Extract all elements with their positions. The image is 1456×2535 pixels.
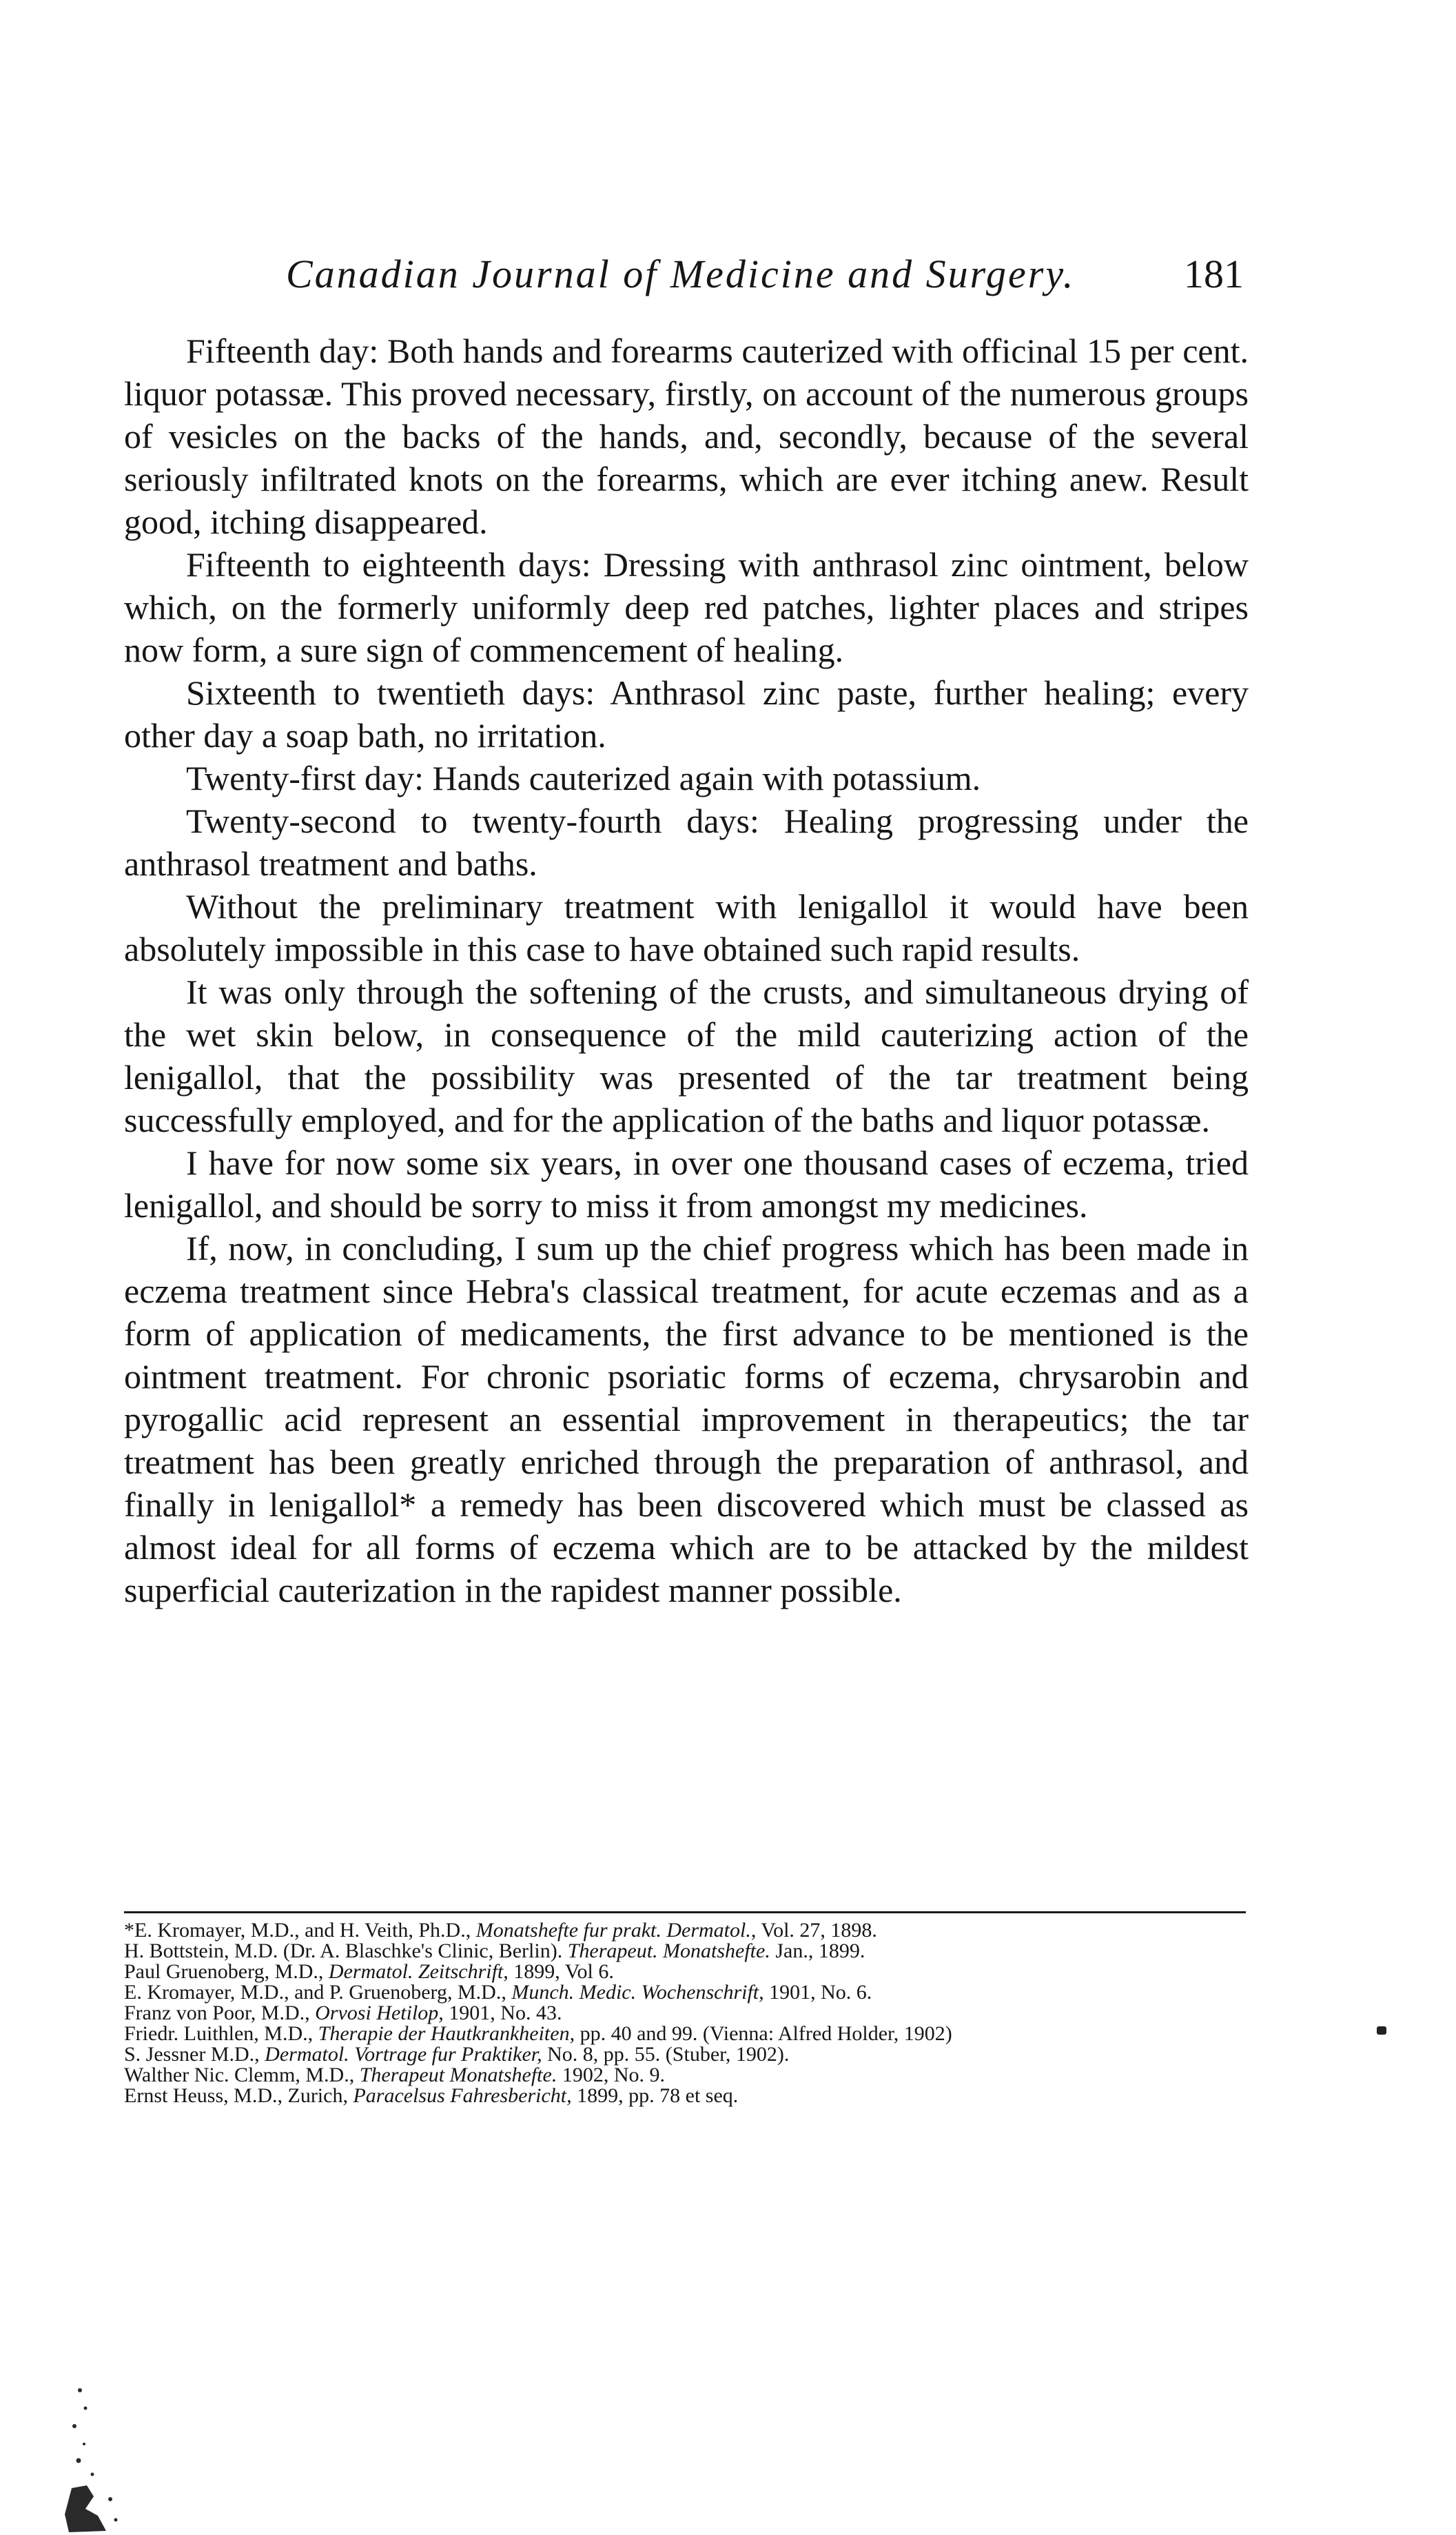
footnote-item [124, 2024, 1255, 2044]
footnote-citation: Dermatol. Vortrage fur Praktiker, [265, 2043, 542, 2066]
footnote-divider [124, 1911, 1246, 1913]
footnote-authors: S. Jessner M.D., [124, 2043, 265, 2066]
footnote-authors: Friedr. Luithlen, M.D., [124, 2022, 318, 2045]
footnote-details: 1899, pp. 78 et seq. [571, 2084, 739, 2107]
print-specks-decoration [44, 2378, 141, 2535]
paragraph: Sixteenth to twentieth days: Anthrasol zinc paste, further healing; every other day a soap bath, no irritation. [124, 673, 1249, 755]
paragraph: Fifteenth day: Both hands and forearms cauterized with officinal 15 per cent. liquor potassæ. This proved necessary, firstly, on account of the numerous groups of vesicles on the backs of the hands, and, secondly, because of the several seriously infiltrated knots on the forearms, which are ever itching anew. Result good, itching disappeared. [124, 332, 1249, 541]
footnotes [124, 1920, 1255, 2106]
footnote-citation: Therapeut. Monatshefte. [567, 1940, 770, 1962]
footnote-item [124, 1982, 1255, 2003]
footnote-details: 1901, No. 43. [443, 2002, 562, 2024]
paragraph: Without the preliminary treatment with lenigallol it would have been absolutely impossible in this case to have obtained such rapid results. [124, 887, 1249, 968]
footnote-citation: Paracelsus Fahresbericht, [353, 2084, 572, 2107]
footnote-details: , Vol. 27, 1898. [750, 1919, 877, 1942]
footnote-item [124, 1941, 1255, 1962]
footnote-authors: *E. Kromayer, M.D., and H. Veith, Ph.D., [124, 1919, 476, 1942]
footnote-item [124, 2065, 1255, 2086]
paragraph: Twenty-first day: Hands cauterized again with potassium. [186, 759, 981, 797]
article-body [124, 329, 1249, 1611]
footnote-authors: E. Kromayer, M.D., and P. Gruenoberg, M.D., [124, 1981, 512, 2004]
footnote-details: 1899, Vol 6. [508, 1960, 614, 1983]
footnote-details: No. 8, pp. 55. (Stuber, 1902). [542, 2043, 790, 2066]
footnote-citation: Therapie der Hautkrankheiten, [318, 2022, 575, 2045]
paragraph: Twenty-second to twenty-fourth days: Healing progressing under the anthrasol treatment and baths. [124, 802, 1249, 883]
footnote-authors: Ernst Heuss, M.D., Zurich, [124, 2084, 353, 2107]
footnote-citation: Dermatol. Zeitschrift, [328, 1960, 509, 1983]
footnote-citation: Orvosi Hetilop, [315, 2002, 444, 2024]
footnote-item [124, 2086, 1255, 2106]
footnote-citation: Therapeut Monatshefte. [359, 2064, 557, 2086]
footnote-authors: H. Bottstein, M.D. (Dr. A. Blaschke's Clinic, Berlin). [124, 1940, 568, 1962]
margin-mark [1377, 2026, 1386, 2035]
paragraph: If, now, in concluding, I sum up the chief progress which has been made in eczema treatment since Hebra's classical treatment, for acute eczemas and as a form of application of medicaments, the first advance to be mentioned is the ointment treatment. For chronic psoriatic forms of eczema, chrysarobin and pyrogallic acid represent an essential improvement in therapeutics; the tar treatment has been greatly enriched through the preparation of anthrasol, and finally in lenigallol* a remedy has been discovered which must be classed as almost ideal for all forms of eczema which are to be attacked by the mildest superficial cauterization in the rapidest manner possible. [124, 1229, 1249, 1609]
footnote-authors: Walther Nic. Clemm, M.D., [124, 2064, 360, 2086]
paragraph: Fifteenth to eighteenth days: Dressing with anthrasol zinc ointment, below which, on the formerly uniformly deep red patches, lighter places and stripes now form, a sure sign of commencement of healing. [124, 545, 1249, 669]
footnote-item [124, 1962, 1255, 1982]
footnote-citation: Munch. Medic. Wochenschrift, [511, 1981, 764, 2004]
footnote-details: 1902, No. 9. [557, 2064, 666, 2086]
paragraph: I have for now some six years, in over one thousand cases of eczema, tried lenigallol, and should be sorry to miss it from amongst my medicines. [124, 1143, 1249, 1225]
page-number: 181 [1184, 252, 1244, 296]
page-header [121, 247, 1244, 302]
running-title: Canadian Journal of Medicine and Surgery. [286, 252, 1076, 296]
footnote-item [124, 2044, 1255, 2065]
footnote-details: Jan., 1899. [770, 1940, 865, 1962]
footnote-details: pp. 40 and 99. (Vienna: Alfred Holder, 1902) [575, 2022, 952, 2045]
footnote-authors: Paul Gruenoberg, M.D., [124, 1960, 329, 1983]
footnote-citation: Monatshefte fur prakt. Dermatol. [475, 1919, 751, 1942]
footnote-details: 1901, No. 6. [763, 1981, 872, 2004]
footnote-item [124, 1920, 1255, 1941]
paragraph: It was only through the softening of the crusts, and simultaneous drying of the wet skin below, in consequence of the mild cauterizing action of the lenigallol, that the possibility was presented of the tar treatment being successfully employed, and for the application of the baths and liquor potassæ. [124, 973, 1249, 1139]
footnote-item [124, 2003, 1255, 2024]
footnote-authors: Franz von Poor, M.D., [124, 2002, 316, 2024]
